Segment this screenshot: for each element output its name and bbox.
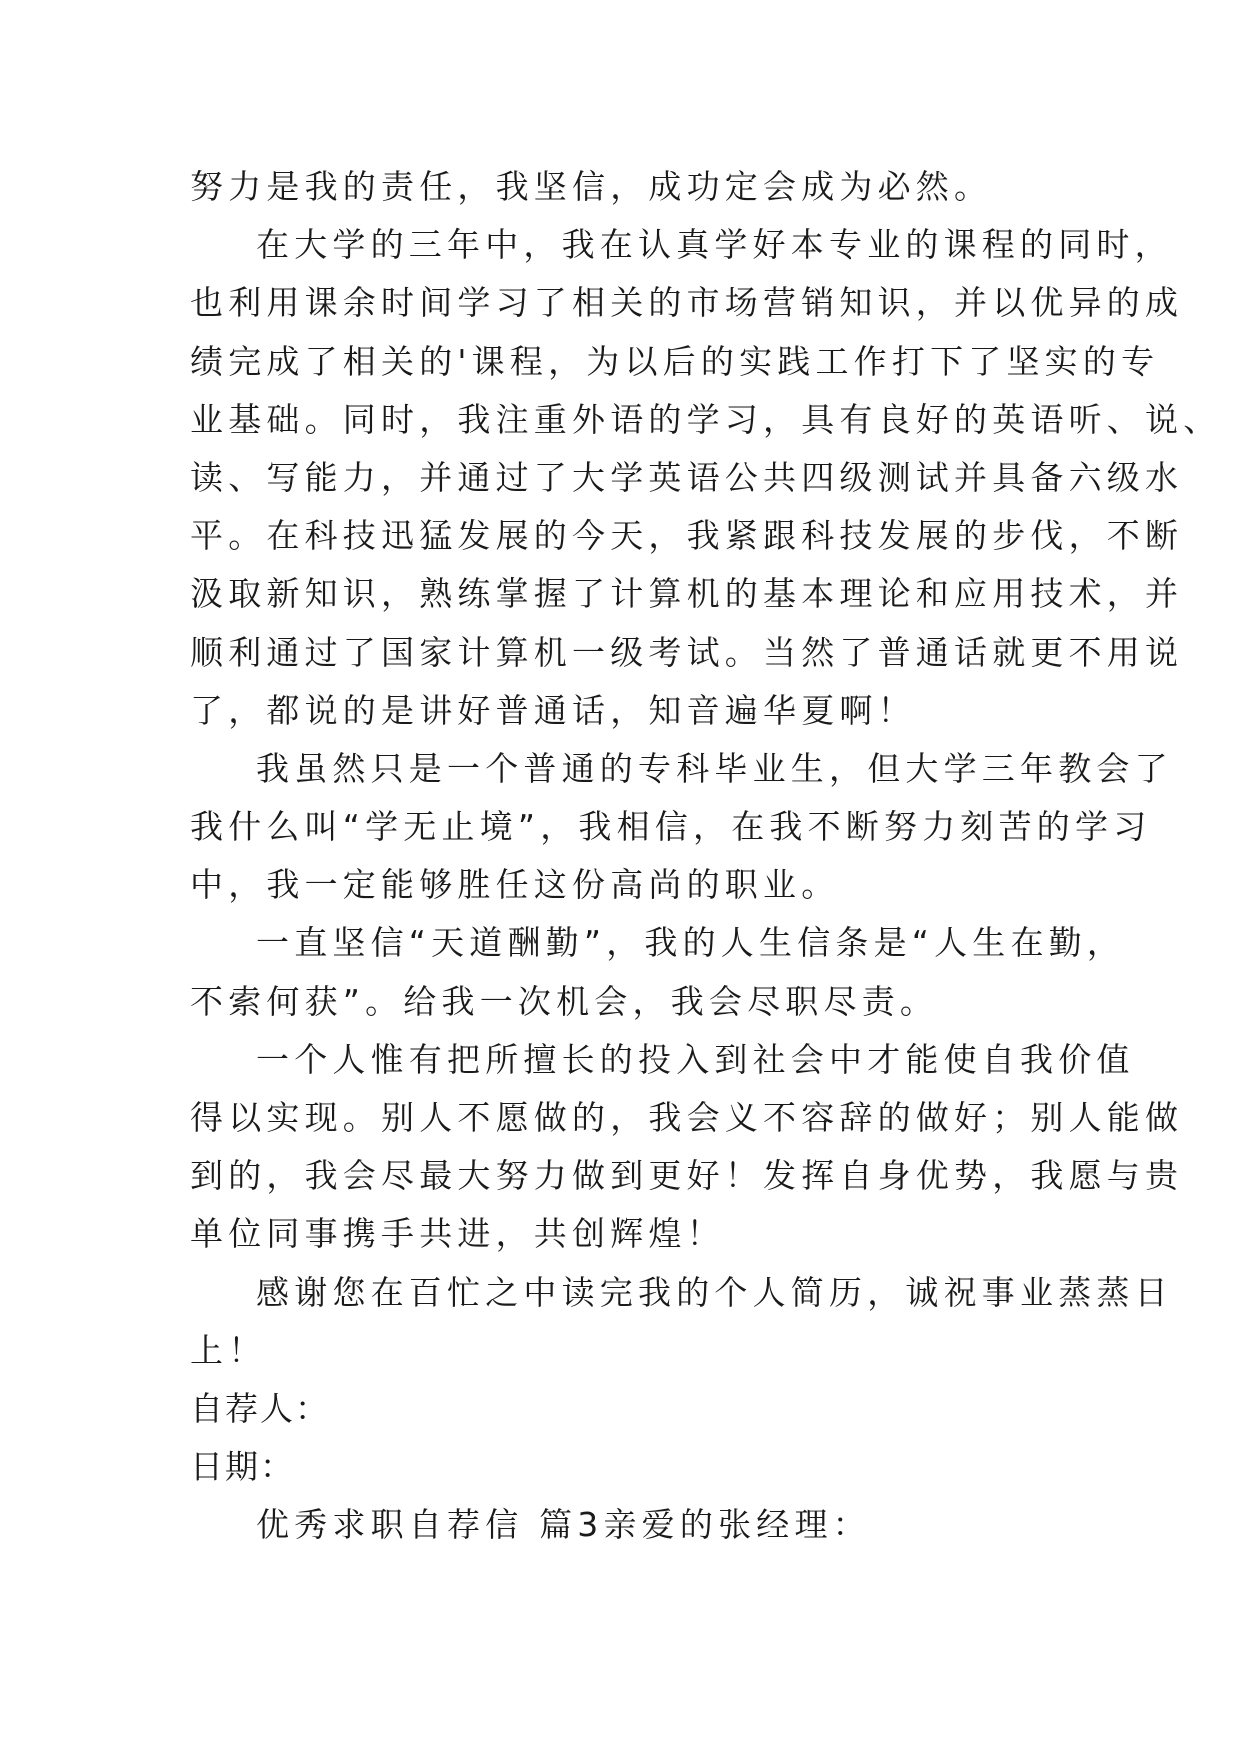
text-line: 读、写能力，并通过了大学英语公共四级测试并具备六级水: [190, 457, 1184, 497]
text-line: 绩完成了相关的'课程，为以后的实践工作打下了坚实的专: [190, 341, 1160, 381]
text-line: 顺利通过了国家计算机一级考试。当然了普通话就更不用说: [190, 632, 1184, 672]
text-line: 业基础。同时，我注重外语的学习，具有良好的英语听、说、: [190, 399, 1222, 439]
text-line: 上！: [190, 1330, 267, 1370]
text-line: 也利用课余时间学习了相关的市场营销知识，并以优异的成: [190, 283, 1184, 323]
text-line: 我什么叫“学无止境”，我相信，在我不断努力刻苦的学习: [190, 807, 1152, 847]
text-line: 了，都说的是讲好普通话，知音遍华夏啊！: [190, 690, 916, 730]
text-line: 汲取新知识，熟练掌握了计算机的基本理论和应用技术，并: [190, 574, 1184, 614]
text-line: 在大学的三年中，我在认真学好本专业的课程的同时，: [256, 225, 1173, 265]
text-line: 一个人惟有把所擅长的投入到社会中才能使自我价值: [256, 1039, 1135, 1079]
letter-body: [190, 158, 1222, 1555]
text-line: 我虽然只是一个普通的专科毕业生，但大学三年教会了: [256, 748, 1173, 788]
text-line: 中，我一定能够胜任这份高尚的职业。: [190, 865, 840, 905]
text-line: 不索何获”。给我一次机会，我会尽职尽责。: [190, 981, 939, 1021]
text-line: 感谢您在百忙之中读完我的个人简历，诚祝事业蒸蒸日: [256, 1272, 1173, 1312]
text-line: 得以实现。别人不愿做的，我会义不容辞的做好；别人能做: [190, 1098, 1184, 1137]
signature-label: 自荐人：: [190, 1388, 330, 1428]
text-line: 一直坚信“天道酬勤”，我的人生信条是“人生在勤，: [256, 923, 1126, 963]
date-label: 日期：: [190, 1447, 295, 1487]
text-line: 单位同事携手共进，共创辉煌！: [190, 1214, 725, 1254]
text-line: 努力是我的责任，我坚信，成功定会成为必然。: [190, 167, 993, 206]
next-letter-heading: 优秀求职自荐信 篇3亲爱的张经理：: [256, 1505, 871, 1545]
text-line: 平。在科技迅猛发展的今天，我紧跟科技发展的步伐，不断: [190, 516, 1184, 556]
text-line: 到的，我会尽最大努力做到更好！发挥自身优势，我愿与贵: [190, 1156, 1184, 1196]
